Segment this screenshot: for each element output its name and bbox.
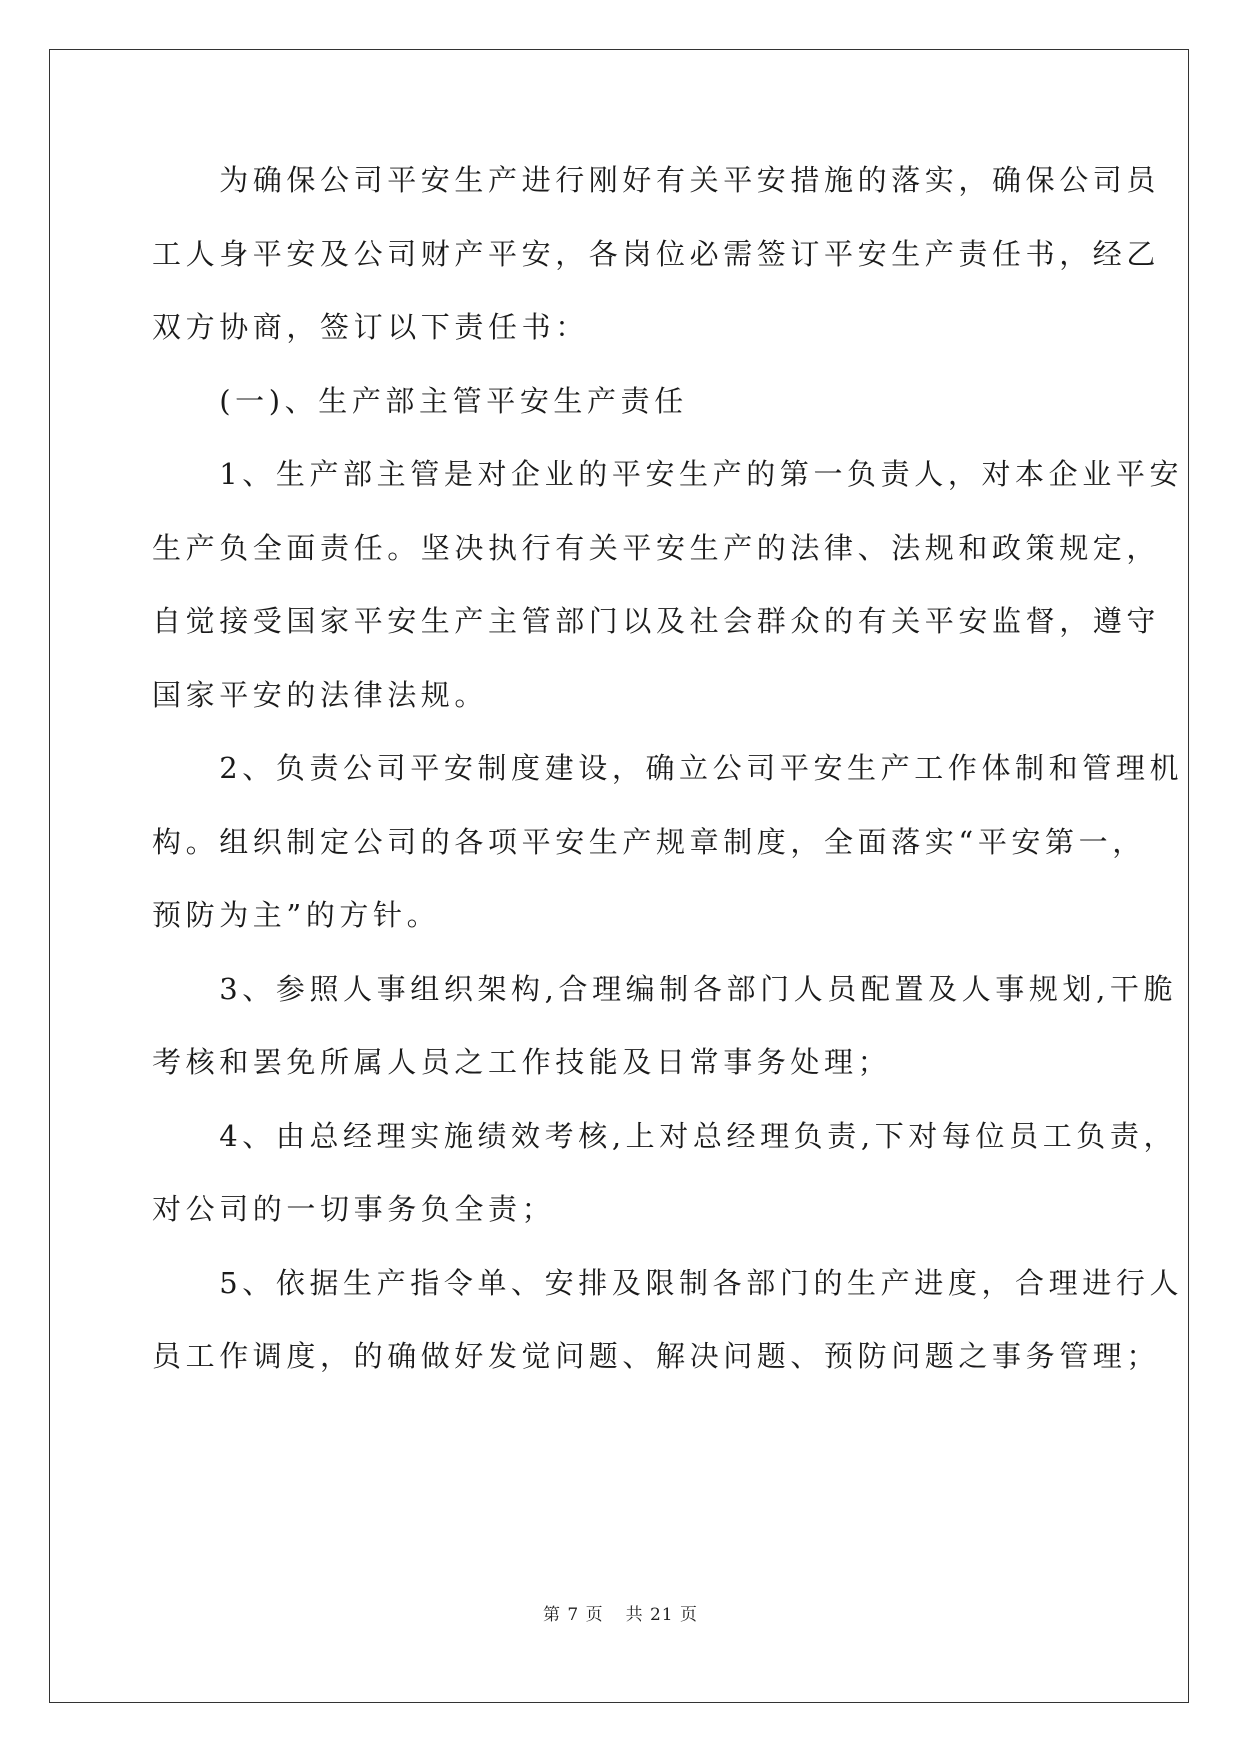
page-footer: [0, 1604, 1241, 1626]
paragraph-line: 预防为主”的方针。: [152, 898, 441, 932]
paragraph-line: 1、生产部主管是对企业的平安生产的第一负责人，对本企业平安: [152, 457, 1184, 491]
paragraph-line: 自觉接受国家平安生产主管部门以及社会群众的有关平安监督，遵守: [152, 604, 1161, 638]
paragraph-line: 生产负全面责任。坚决执行有关平安生产的法律、法规和政策规定，: [152, 531, 1161, 565]
paragraph-line: 2、负责公司平安制度建设，确立公司平安生产工作体制和管理机: [152, 751, 1184, 785]
paragraph-line: 员工作调度，的确做好发觉问题、解决问题、预防问题之事务管理；: [152, 1339, 1161, 1373]
paragraph-line: 工人身平安及公司财产平安，各岗位必需签订平安生产责任书，经乙: [152, 237, 1161, 271]
page-number: 第 7 页: [542, 1605, 604, 1625]
paragraph-line: 4、由总经理实施绩效考核,上对总经理负责,下对每位员工负责，: [152, 1119, 1178, 1153]
page-total: 共 21 页: [625, 1605, 699, 1625]
paragraph-line: 考核和罢免所属人员之工作技能及日常事务处理；: [152, 1045, 892, 1079]
paragraph-line: 构。组织制定公司的各项平安生产规章制度，全面落实“平安第一，: [152, 825, 1146, 859]
paragraph-line: 双方协商，签订以下责任书：: [152, 310, 589, 344]
page-border: [49, 49, 1189, 1703]
paragraph-line: 国家平安的法律法规。: [152, 678, 489, 712]
paragraph-line: 为确保公司平安生产进行刚好有关平安措施的落实，确保公司员: [152, 163, 1161, 197]
paragraph-line: 对公司的一切事务负全责；: [152, 1192, 556, 1226]
paragraph-line: 3、参照人事组织架构,合理编制各部门人员配置及人事规划,干脆: [152, 972, 1178, 1006]
section-heading: (一)、生产部主管平安生产责任: [152, 384, 688, 418]
paragraph-line: 5、依据生产指令单、安排及限制各部门的生产进度，合理进行人: [152, 1266, 1184, 1300]
